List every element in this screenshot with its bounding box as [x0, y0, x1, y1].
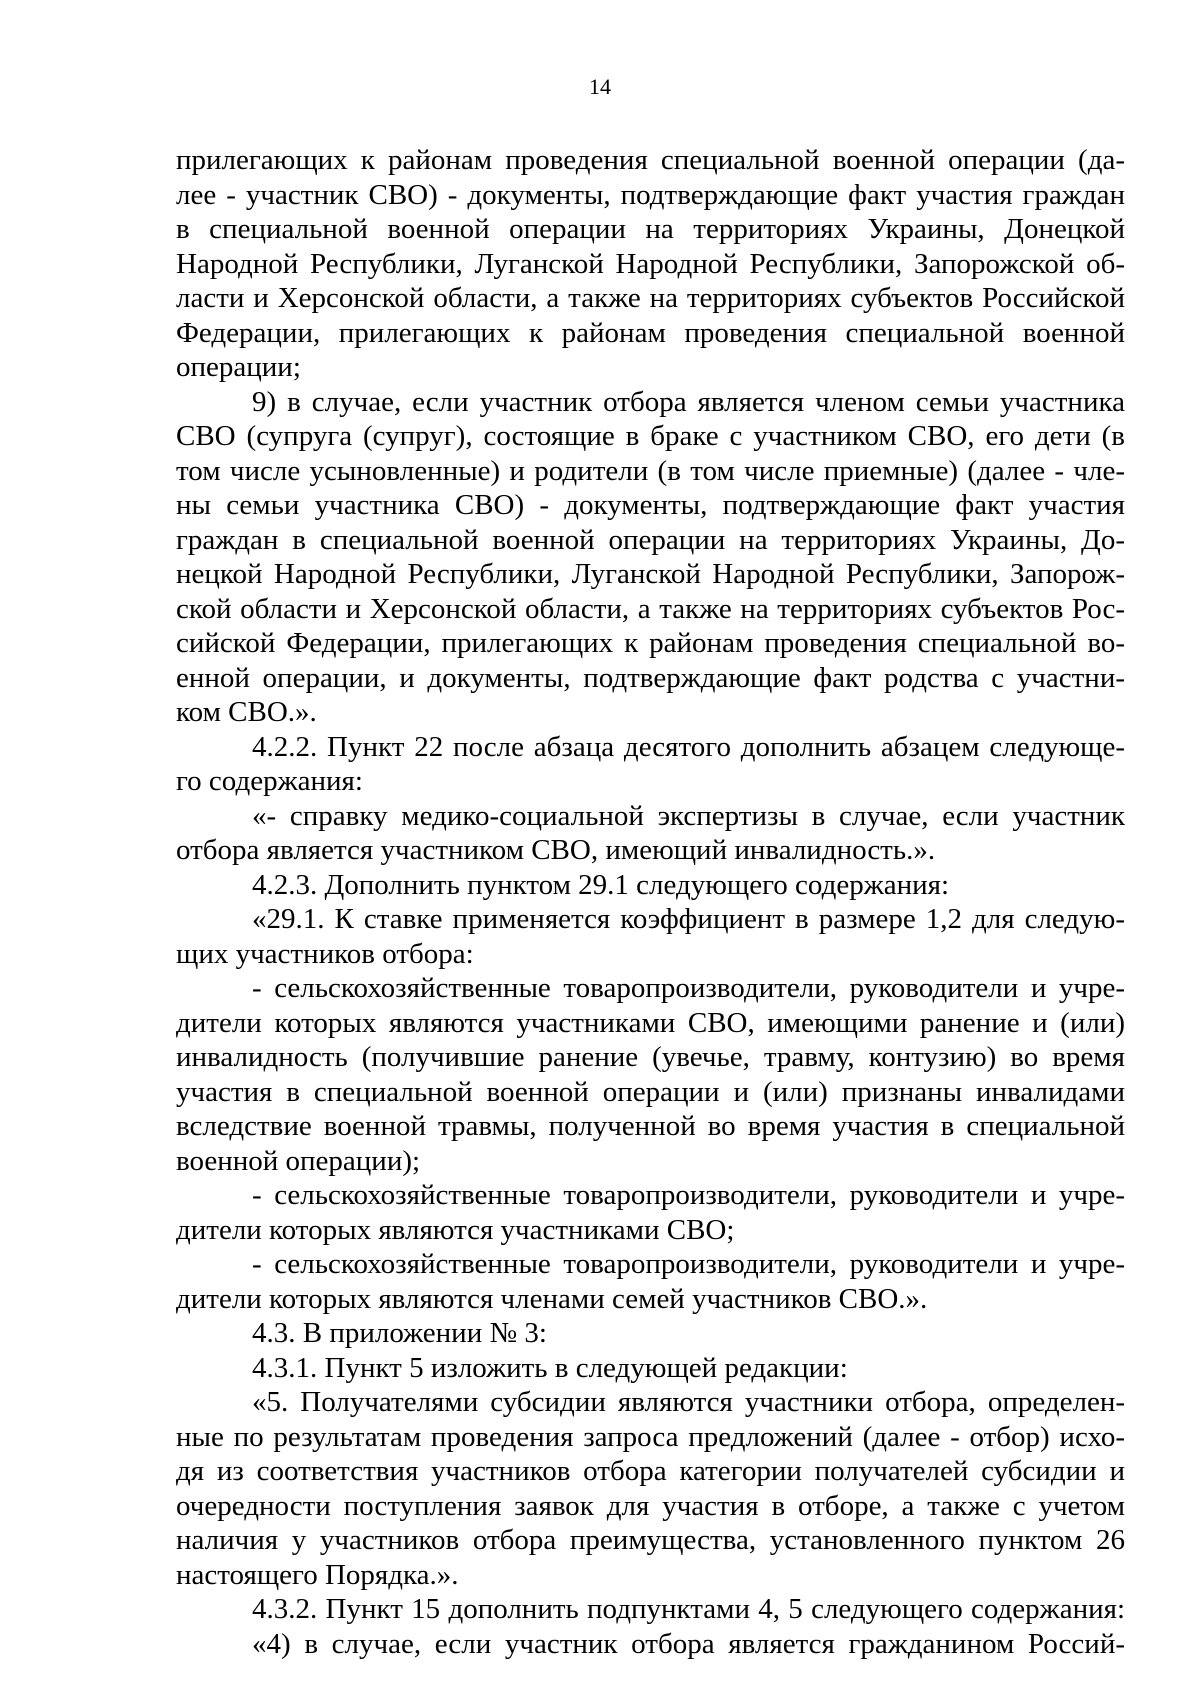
text-line: ком СВО.».: [176, 696, 317, 728]
text-line: ные по результатам проведения запроса предложений (далее - отбор) исхо-: [176, 1420, 1125, 1453]
text-line: военной операции);: [176, 1144, 421, 1177]
text-line: отбора является участником СВО, имеющий инвалидность.».: [176, 834, 936, 866]
document-body: [176, 143, 1125, 1661]
text-line: Федерации, прилегающих к районам проведения специальной военной: [176, 316, 1125, 349]
text-line: ны семьи участника СВО) - документы, подтверждающие факт участия: [176, 489, 1125, 521]
text-line: го содержания:: [176, 765, 363, 797]
text-line: СВО (супруга (супруг), состоящие в браке с участником СВО, его дети (в: [176, 420, 1125, 452]
text-line: сийской Федерации, прилегающих к районам проведения специальной во-: [176, 627, 1125, 659]
text-line: лее - участник СВО) - документы, подтверждающие факт участия граждан: [176, 178, 1125, 211]
text-line: дя из соответствия участников отбора категории получателей субсидии и: [176, 1455, 1125, 1487]
text-line: 9) в случае, если участник отбора является членом семьи участника: [252, 385, 1125, 418]
text-line: нецкой Народной Республики, Луганской Народной Республики, Запорож-: [176, 558, 1125, 590]
text-line: граждан в специальной военной операции на территориях Украины, До-: [176, 523, 1125, 556]
text-line: в специальной военной операции на территориях Украины, Донецкой: [176, 213, 1125, 245]
text-line: 4.3. В приложении № 3:: [252, 1317, 547, 1349]
text-line: - сельскохозяйственные товаропроизводители, руководители и учре-: [252, 1248, 1125, 1280]
text-line: наличия у участников отбора преимущества, установленного пунктом 26: [176, 1524, 1125, 1556]
text-line: прилегающих к районам проведения специальной военной операции (да-: [176, 144, 1125, 176]
text-line: том числе усыновленные) и родители (в том числе приемные) (далее - чле-: [176, 454, 1125, 487]
text-line: дители которых являются членами семей участников СВО.».: [176, 1282, 928, 1315]
text-line: очередности поступления заявок для участия в отборе, а также с учетом: [176, 1489, 1125, 1522]
text-line: - сельскохозяйственные товаропроизводители, руководители и учре-: [252, 972, 1125, 1004]
text-line: «5. Получателями субсидии являются участники отбора, определен-: [252, 1386, 1125, 1418]
text-line: настоящего Порядка.».: [176, 1558, 459, 1591]
text-line: дители которых являются участниками СВО, имеющими ранение и (или): [176, 1006, 1125, 1039]
text-line: «4) в случае, если участник отбора является гражданином Россий-: [252, 1627, 1125, 1660]
text-line: Народной Республики, Луганской Народной Республики, Запорожской об-: [176, 247, 1125, 280]
text-line: щих участников отбора:: [176, 937, 474, 970]
text-line: операции;: [176, 351, 301, 383]
text-line: «29.1. К ставке применяется коэффициент в размере 1,2 для следую-: [252, 903, 1125, 935]
text-line: 4.2.2. Пункт 22 после абзаца десятого дополнить абзацем следующе-: [252, 730, 1125, 763]
page-number: 14: [589, 74, 611, 99]
text-line: инвалидность (получившие ранение (увечье, травму, контузию) во время: [176, 1041, 1125, 1073]
text-line: «- справку медико-социальной экспертизы в случае, если участник: [252, 799, 1125, 832]
text-line: дители которых являются участниками СВО;: [176, 1213, 735, 1246]
text-line: ской области и Херсонской области, а также на территориях субъектов Рос-: [176, 592, 1125, 625]
text-line: 4.2.3. Дополнить пунктом 29.1 следующего содержания:: [252, 868, 950, 901]
text-line: 4.3.2. Пункт 15 дополнить подпунктами 4, 5 следующего содержания:: [252, 1593, 1125, 1625]
text-line: - сельскохозяйственные товаропроизводители, руководители и учре-: [252, 1179, 1125, 1211]
text-line: 4.3.1. Пункт 5 изложить в следующей редакции:: [252, 1351, 848, 1384]
text-line: ласти и Херсонской области, а также на территориях субъектов Российской: [176, 282, 1125, 314]
text-line: енной операции, и документы, подтверждающие факт родства с участни-: [176, 661, 1125, 694]
text-line: вследствие военной травмы, полученной во время участия в специальной: [176, 1110, 1125, 1142]
text-line: участия в специальной военной операции и (или) признаны инвалидами: [176, 1075, 1125, 1108]
